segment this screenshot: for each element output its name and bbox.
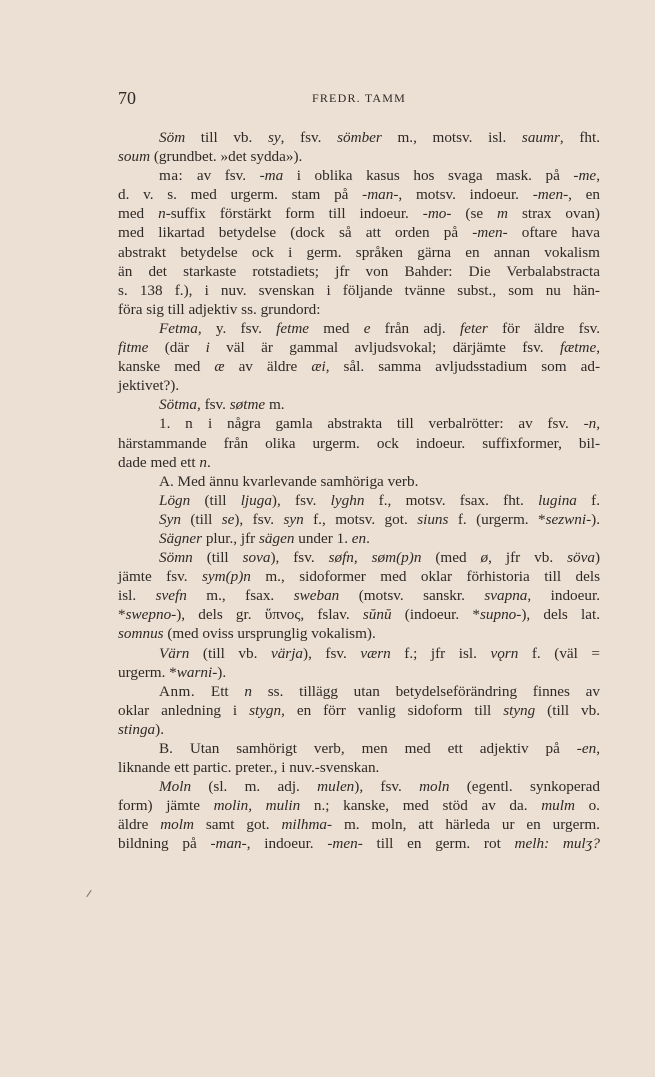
- text-line: [118, 395, 600, 414]
- text-segment: (med oviss ursprunglig vokalism).: [163, 625, 376, 643]
- text-segment: , motsv. indoeur.: [398, 186, 533, 204]
- text-segment: (egentl. synkoperad: [449, 778, 600, 796]
- text-segment: , sål. samma avljudsstadium som ad-: [325, 358, 601, 376]
- text-segment: ma:: [159, 167, 184, 185]
- text-line: [118, 262, 600, 281]
- text-segment: väl är gammal avljudsvokal; därjämte fsv.: [209, 339, 560, 357]
- italic-term: Söm: [159, 129, 186, 146]
- text-line: [118, 567, 600, 586]
- text-line: [118, 204, 600, 223]
- text-segment: ).: [591, 510, 600, 528]
- text-segment: d. v. s. med urgerm. stam på: [118, 186, 363, 204]
- text-line: [118, 357, 600, 376]
- italic-term: æ: [214, 358, 225, 376]
- italic-term: en: [351, 529, 367, 547]
- text-segment: .: [206, 453, 211, 471]
- text-line: [118, 338, 600, 357]
- italic-term: Värn: [159, 644, 190, 662]
- text-segment: ): [594, 549, 600, 567]
- text-line: [118, 644, 600, 663]
- text-line: [118, 777, 600, 796]
- text-segment: m., fsax.: [186, 587, 294, 605]
- text-segment: , indoeur.: [527, 587, 601, 605]
- text-segment: (motsv. sanskr.: [339, 587, 485, 605]
- italic-term: melh: mulʒ?: [514, 835, 600, 853]
- text-segment: ,: [596, 339, 601, 357]
- text-segment: samt got.: [193, 816, 282, 834]
- text-line: [118, 834, 600, 853]
- italic-term: mulm: [541, 797, 575, 815]
- text-line: [118, 453, 600, 472]
- italic-term: syn: [283, 510, 304, 528]
- text-segment: under 1.: [294, 529, 352, 547]
- text-segment: ), dels lat.: [521, 606, 600, 624]
- italic-term: e: [363, 319, 371, 337]
- text-line: [118, 720, 600, 739]
- text-segment: ,: [596, 415, 601, 433]
- text-line: [118, 243, 600, 262]
- text-line: [118, 815, 600, 834]
- text-segment: än det starkaste rotstadiets; jfr von Bahder: Die Verbalabstracta: [118, 262, 600, 280]
- text-segment: strax ovan): [508, 205, 600, 223]
- italic-term: Syn: [159, 510, 181, 528]
- text-line: [118, 510, 600, 529]
- italic-term: svefn: [155, 587, 187, 605]
- italic-term: Sägner: [159, 529, 203, 547]
- italic-term: m: [497, 205, 509, 223]
- text-line: [118, 682, 600, 701]
- italic-term: Sötma: [159, 396, 197, 414]
- text-segment: ), fsv.: [303, 644, 361, 662]
- italic-term: stinga: [118, 720, 156, 738]
- italic-term: molm: [160, 816, 194, 834]
- text-segment: f., motsv. got.: [303, 510, 418, 528]
- text-segment: m.: [265, 396, 285, 414]
- italic-term: -ma: [259, 167, 284, 185]
- text-segment: oklar anledning i: [118, 701, 250, 719]
- text-segment: f.: [576, 491, 601, 509]
- page-header: [118, 88, 600, 110]
- text-segment: , jfr vb.: [488, 549, 568, 567]
- italic-term: siuns: [417, 510, 449, 528]
- text-segment: o.: [574, 797, 600, 815]
- text-segment: ), fsv.: [354, 778, 420, 796]
- text-segment: (till vb.: [535, 701, 600, 719]
- text-segment: B. Utan samhörigt verb, men med ett adjektiv på: [159, 740, 577, 757]
- text-segment: i oblika kasus hos svaga mask. på: [283, 167, 574, 185]
- text-segment: jämte fsv.: [118, 568, 202, 586]
- italic-term: -me: [573, 167, 597, 185]
- text-segment: 1.: [159, 415, 186, 433]
- italic-term: saumr: [521, 129, 560, 146]
- italic-term: stygn: [249, 701, 282, 719]
- text-segment: med likartad betydelse (dock så att orden på: [118, 224, 473, 242]
- text-segment: s. 138 f.), i nuv. svenskan i följande tvänne subst., som nu hän-: [118, 281, 600, 299]
- text-segment: form) jämte: [118, 797, 214, 815]
- italic-term: n: [158, 205, 166, 223]
- text-segment: m. moln, att härleda ur en urgerm.: [332, 816, 600, 834]
- text-segment: ), fsv.: [270, 549, 329, 567]
- text-segment: med: [309, 319, 364, 337]
- text-segment: f.; jfr isl.: [390, 644, 491, 662]
- italic-term: -n: [583, 415, 597, 433]
- italic-term: svapna: [484, 587, 528, 605]
- italic-term: i: [205, 339, 210, 357]
- italic-term: feter: [459, 319, 488, 337]
- text-segment: , fht.: [559, 129, 601, 146]
- pencil-mark: [86, 890, 91, 897]
- italic-term: lugina: [538, 491, 577, 509]
- text-segment: till vb.: [185, 129, 268, 146]
- italic-term: styng: [503, 701, 536, 719]
- italic-term: supno-: [479, 606, 522, 624]
- italic-term: swepno-: [125, 606, 177, 624]
- italic-term: ø: [480, 549, 489, 567]
- italic-term: söva: [567, 549, 595, 567]
- italic-term: Moln: [159, 778, 192, 796]
- text-segment: ), fsv.: [271, 491, 331, 509]
- text-segment: ).: [155, 720, 164, 738]
- text-segment: m., sidoformer med oklar förhistoria till dels: [250, 568, 600, 586]
- text-segment: till en germ. rot: [362, 835, 515, 853]
- italic-term: milhma-: [281, 816, 333, 834]
- text-segment: (indoeur. *: [391, 606, 480, 624]
- text-line: [118, 300, 600, 319]
- italic-term: fætme: [559, 339, 597, 357]
- text-segment: -suffix förstärkt form till indoeur.: [165, 205, 423, 223]
- text-segment: Anm.: [159, 682, 196, 700]
- text-segment: (sl. m. adj.: [191, 778, 318, 796]
- italic-term: värja: [270, 644, 304, 662]
- italic-term: -men-: [327, 835, 363, 853]
- text-segment: , en förr vanlig sidoform till: [281, 701, 504, 719]
- text-line: [118, 548, 600, 567]
- text-line: [118, 491, 600, 510]
- italic-term: -men-: [472, 224, 508, 242]
- text-line: [118, 128, 600, 147]
- italic-term: sŭnŭ: [362, 606, 392, 624]
- text-segment: , indoeur.: [246, 835, 328, 853]
- italic-term: mulen: [317, 778, 355, 796]
- text-segment: , y. fsv.: [197, 319, 277, 337]
- italic-term: sy: [267, 129, 281, 146]
- italic-term: molin, mulin: [213, 797, 301, 815]
- text-line: [118, 758, 600, 777]
- text-line: [118, 319, 600, 338]
- text-segment: abstrakt betydelse ock i germ. språken gärna en annan vokalism: [118, 243, 600, 261]
- text-line: [118, 663, 600, 682]
- text-line: [118, 472, 600, 491]
- text-segment: , en: [568, 186, 600, 204]
- italic-term: fitme: [118, 339, 149, 357]
- text-segment: ), fsv.: [234, 510, 284, 528]
- italic-term: sova: [242, 549, 271, 567]
- text-segment: kanske med: [118, 358, 215, 376]
- text-line: [118, 605, 600, 624]
- text-segment: jektivet?).: [118, 377, 180, 395]
- italic-term: -en: [576, 740, 597, 757]
- text-line: [118, 166, 600, 185]
- italic-term: warni-: [176, 663, 218, 681]
- text-segment: (med: [421, 549, 481, 567]
- text-segment: dade med ett: [118, 453, 200, 471]
- italic-term: fetme: [276, 319, 310, 337]
- text-segment: liknande ett partic. preter., i nuv.-svenskan.: [118, 759, 380, 777]
- text-segment: från adj.: [370, 319, 460, 337]
- text-line: [118, 185, 600, 204]
- text-segment: ss. tillägg utan betydelseförändring finnes av: [252, 682, 601, 700]
- italic-term: -man-: [362, 186, 399, 204]
- text-segment: äldre: [118, 816, 161, 834]
- text-line: [118, 147, 600, 166]
- italic-term: sägen: [258, 529, 295, 547]
- page-number: 70: [118, 88, 136, 108]
- italic-term: n: [199, 453, 207, 471]
- text-segment: isl.: [118, 587, 156, 605]
- text-segment: f. (urgerm. *: [448, 510, 546, 528]
- italic-term: -men-: [532, 186, 569, 204]
- text-line: [118, 281, 600, 300]
- text-segment: bildning på: [118, 835, 211, 853]
- text-line: [118, 223, 600, 242]
- text-segment: A. Med ännu kvarlevande samhöriga verb.: [159, 472, 419, 490]
- text-segment: f., motsv. fsax. fht.: [364, 491, 539, 509]
- text-segment: (där: [148, 339, 206, 357]
- italic-term: æi: [311, 358, 326, 376]
- text-segment: ).: [217, 663, 227, 681]
- text-segment: av fsv.: [183, 167, 260, 185]
- text-line: [118, 796, 600, 815]
- text-line: [118, 624, 600, 643]
- italic-term: se: [221, 510, 235, 528]
- italic-term: ljuga: [240, 491, 272, 509]
- italic-term: værn: [360, 644, 391, 662]
- italic-term: moln: [419, 778, 450, 796]
- text-segment: av äldre: [224, 358, 312, 376]
- text-segment: n.; kanske, med stöd av da.: [300, 797, 542, 815]
- text-line: [118, 739, 600, 758]
- italic-term: Sömn: [159, 549, 193, 567]
- text-segment: Ett: [195, 682, 245, 700]
- text-segment: med: [118, 205, 159, 223]
- text-segment: härstammande från olika urgerm. ock indoeur. suffixformer, bil-: [118, 434, 600, 452]
- text-segment: .: [366, 529, 370, 547]
- text-line: [118, 434, 600, 453]
- text-segment: (till: [190, 491, 241, 509]
- italic-term: n: [244, 682, 252, 700]
- text-line: [118, 701, 600, 720]
- text-segment: (till: [180, 510, 222, 528]
- text-segment: föra sig till adjektiv ss. grundord:: [118, 300, 321, 318]
- text-segment: f. (väl =: [518, 644, 600, 662]
- text-segment: (se: [451, 205, 498, 223]
- italic-term: søtme: [229, 396, 266, 414]
- text-segment: n: [185, 415, 194, 433]
- text-segment: ,: [596, 167, 600, 185]
- text-segment: (till vb.: [189, 644, 271, 662]
- text-segment: , fsv.: [196, 396, 230, 414]
- italic-term: -man-: [210, 835, 247, 853]
- italic-term: Fetma: [159, 319, 198, 337]
- text-line: [118, 414, 600, 433]
- text-segment: plur., jfr: [202, 529, 259, 547]
- text-segment: oftare hava: [507, 224, 600, 242]
- text-line: [118, 529, 600, 548]
- italic-term: sym(p)n: [201, 568, 251, 586]
- running-head: FREDR. TAMM: [311, 91, 407, 105]
- text-line: [118, 586, 600, 605]
- italic-term: sömber: [337, 129, 382, 146]
- text-segment: ,: [596, 740, 600, 757]
- text-segment: i några gamla abstrakta till verbalrötter: av fsv.: [193, 415, 584, 433]
- italic-term: vǫrn: [490, 644, 519, 662]
- italic-term: -mo-: [422, 205, 452, 223]
- italic-term: lyghn: [330, 491, 365, 509]
- text-segment: *: [118, 606, 126, 624]
- text-line: [118, 376, 600, 395]
- italic-term: soum: [118, 148, 151, 166]
- text-segment: (grundbet. »det sydda»).: [150, 148, 303, 166]
- text-segment: (till: [192, 549, 243, 567]
- text-segment: m., motsv. isl.: [381, 129, 522, 146]
- italic-term: sweban: [293, 587, 340, 605]
- italic-term: Lögn: [159, 491, 191, 509]
- text-segment: urgerm. *: [118, 663, 177, 681]
- text-segment: ), dels gr. ὕπνος, fslav.: [176, 606, 363, 624]
- italic-term: sezwni-: [545, 510, 592, 528]
- body-text: [118, 128, 600, 854]
- text-segment: för äldre fsv.: [487, 319, 601, 337]
- text-segment: , fsv.: [280, 129, 338, 146]
- italic-term: somnus: [118, 625, 164, 643]
- italic-term: søfn, søm(p)n: [328, 549, 422, 567]
